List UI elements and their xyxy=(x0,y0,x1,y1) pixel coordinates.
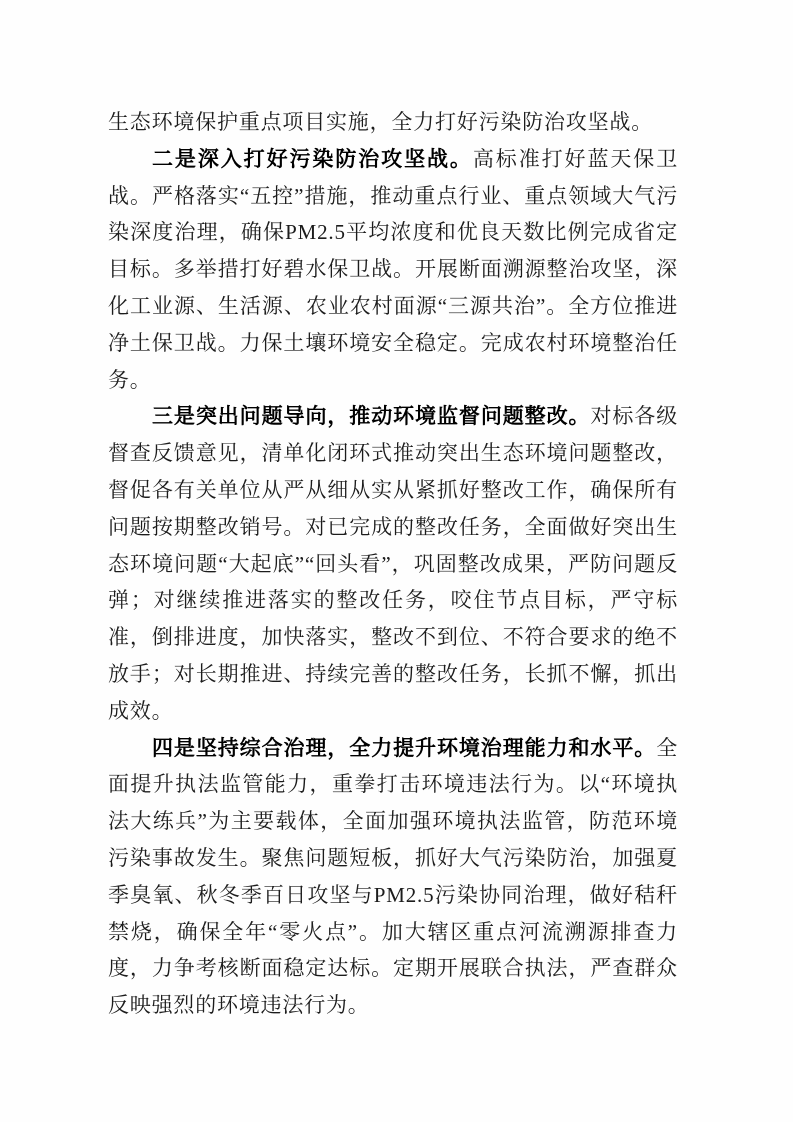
paragraph-lead-bold: 二是深入打好污染防治攻坚战。 xyxy=(152,146,473,171)
paragraph xyxy=(108,104,678,141)
document-body xyxy=(108,104,678,1024)
paragraph-text: 生态环境保护重点项目实施，全力打好污染防治攻坚战。 xyxy=(108,110,653,134)
paragraph-text: 对标各级督查反馈意见，清单化闭环式推动突出生态环境问题整改，督促各有关单位从严从细从实从紧抓好整改工作，确保所有问题按期整改销号。对已完成的整改任务，全面做好突出生态环境问题“大起底”“回头看”，巩固整改成果，严防问题反弹；对继续推进落实的整改任务，咬住节点目标，严守标准，倒排进度，加快落实，整改不到位、不符合要求的绝不放手；对长期推进、持续完善的整改任务，长抓不懈，抓出成效。 xyxy=(108,404,679,723)
paragraph-text: 全面提升执法监管能力，重拳打击环境违法行为。以“环境执法大练兵”为主要载体，全面加强环境执法监管，防范环境污染事故发生。聚焦问题短板，抓好大气污染防治，加强夏季臭氧、秋冬季百日攻坚与PM2.5污染协同治理，做好秸秆禁烧，确保全年“零火点”。加大辖区重点河流溯源排查力度，力争考核断面稳定达标。定期开展联合执法，严查群众反映强烈的环境违法行为。 xyxy=(108,735,678,1018)
paragraph xyxy=(108,730,678,1024)
paragraph xyxy=(108,398,678,729)
paragraph-text: 高标准打好蓝天保卫战。严格落实“五控”措施，推动重点行业、重点领域大气污染深度治理，确保PM2.5平均浓度和优良天数比例完成省定目标。多举措打好碧水保卫战。开展断面溯源整治攻坚，深化工业源、生活源、农业农村面源“三源共治”。全方位推进净土保卫战。力保土壤环境安全稳定。完成农村环境整治任务。 xyxy=(108,146,679,392)
paragraph-lead-bold: 四是坚持综合治理，全力提升环境治理能力和水平。 xyxy=(152,735,657,760)
paragraph xyxy=(108,141,678,399)
paragraph-lead-bold: 三是突出问题导向，推动环境监督问题整改。 xyxy=(152,404,591,429)
